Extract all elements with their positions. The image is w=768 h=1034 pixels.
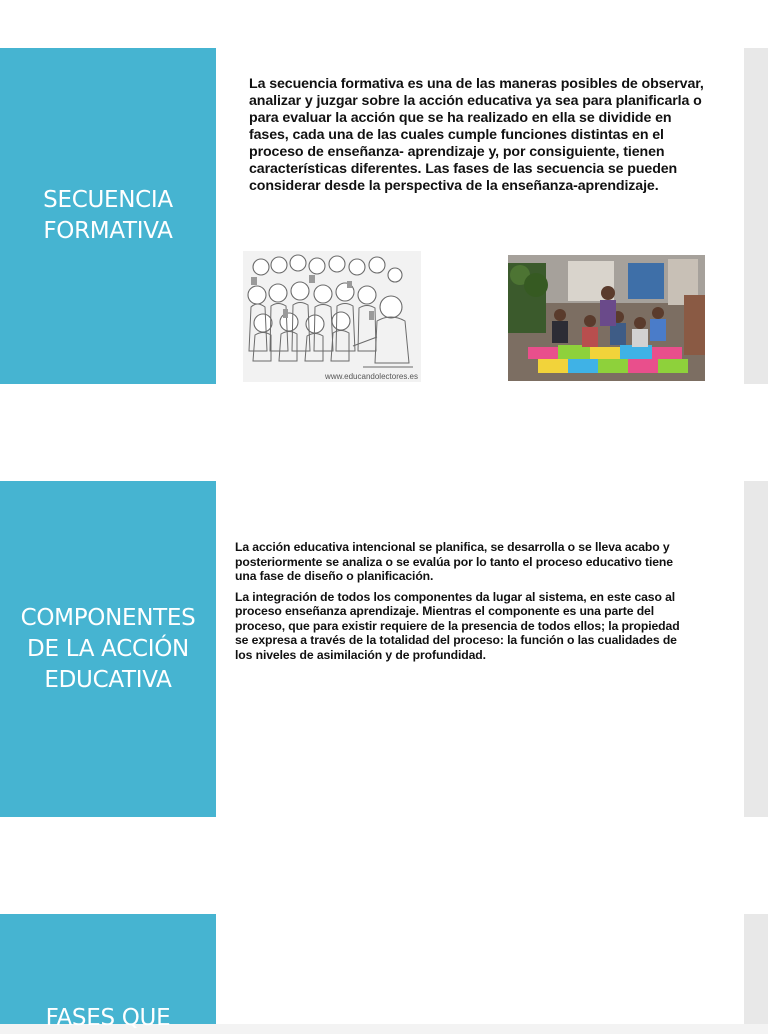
slide-fases bbox=[0, 914, 768, 1031]
slide-title: FASES QUE bbox=[45, 1005, 171, 1031]
slide-body-text bbox=[235, 540, 690, 668]
slide-secuencia-formativa bbox=[0, 48, 768, 384]
slide-title: COMPONENTES DE LA ACCIÓN EDUCATIVA bbox=[20, 604, 196, 693]
classroom-photo-image bbox=[508, 255, 705, 381]
image-credit: www.educandolectores.es bbox=[325, 372, 418, 381]
page-gap bbox=[0, 0, 768, 48]
slide-title: SECUENCIA FORMATIVA bbox=[43, 187, 173, 244]
sketch-illustration-image bbox=[243, 251, 421, 382]
slide-paragraph: La acción educativa intencional se planifica, se desarrolla o se lleva acabo y posteriormente se analiza o se evalúa por lo tanto el proceso educativo tiene una fase de diseño o planificación. bbox=[235, 540, 673, 583]
classroom-scene bbox=[508, 255, 705, 381]
slide-right-edge bbox=[744, 481, 768, 817]
slide-paragraph: La integración de todos los componentes da lugar al sistema, en este caso al proceso enseñanza aprendizaje. Mientras el componente es una parte del proceso, que para existir requiere de la presencia de todos ellos; la propiedad se expresa a través de la totalidad del proceso: la función o las cualidades de los niveles de asimilación y de profundidad. bbox=[235, 589, 680, 662]
slide-componentes-accion-educativa bbox=[0, 481, 768, 817]
page-gap bbox=[0, 384, 768, 481]
slide-body-text: La secuencia formativa es una de las maneras posibles de observar, analizar y juzgar sobre la acción educativa ya sea para planificarla o para evaluar la acción que se ha realizado en ella se dividide en fases, cada una de las cuales cumple funciones distintas en el proceso de enseñanza- aprendizaje y, por consiguiente, tienen características diferentes. Las fases de las secuencia se pueden considerar desde la perspectiva de la enseñanza-aprendizaje. bbox=[249, 76, 704, 194]
slide-title-panel bbox=[0, 48, 216, 384]
slide-title-panel bbox=[0, 914, 216, 1031]
page-gap bbox=[0, 817, 768, 914]
slide-title-panel bbox=[0, 481, 216, 817]
slide-right-edge bbox=[744, 48, 768, 384]
sketch-drawing bbox=[243, 251, 421, 382]
slide-right-edge bbox=[744, 914, 768, 1024]
